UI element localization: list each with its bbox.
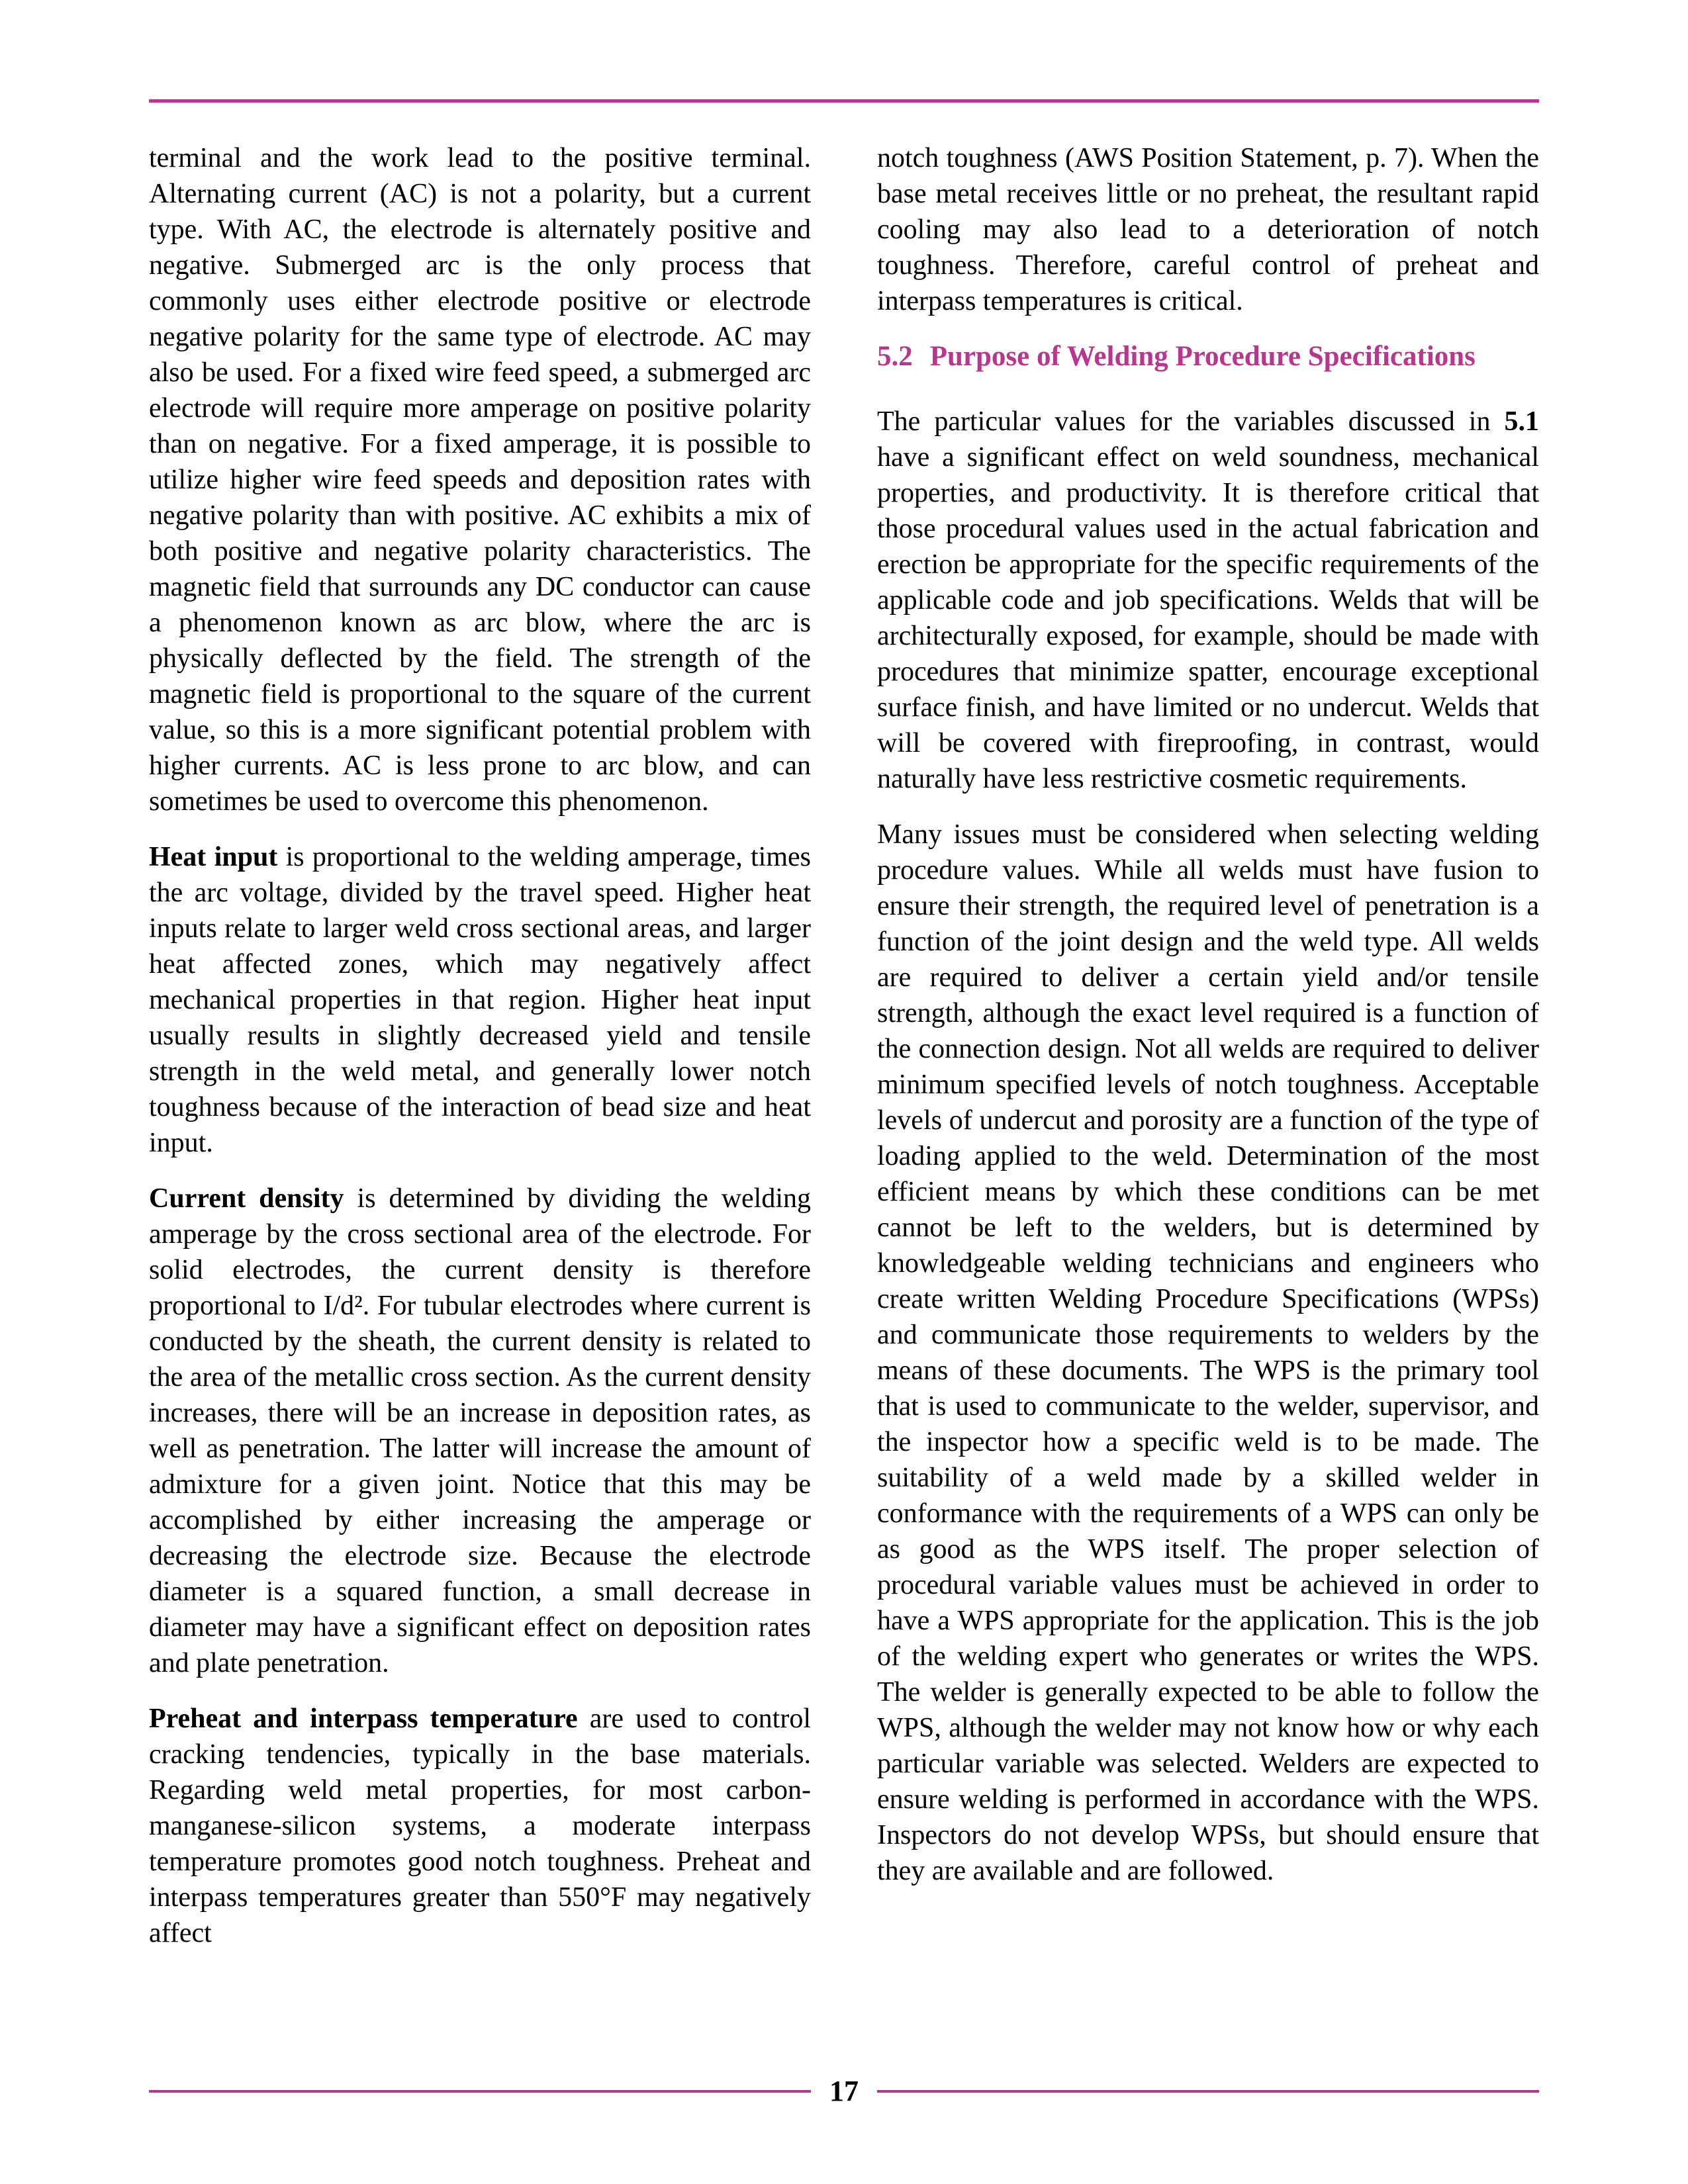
left-column bbox=[149, 140, 811, 1951]
paragraph-text: is proportional to the welding amperage, times the arc voltage, divided by the travel speed. Higher heat inputs relate to larger weld cross sectional areas, and larger heat affected zones, which may negatively affect mechanical properties in that region. Higher heat input usually results in slightly decreased yield and tensile strength in the weld metal, and generally lower notch toughness because of the interaction of bead size and heat input. bbox=[149, 842, 812, 1158]
page-footer bbox=[149, 2077, 1539, 2106]
top-horizontal-rule bbox=[149, 99, 1539, 103]
page-number: 17 bbox=[829, 2075, 859, 2107]
section-title: Purpose of Welding Procedure Specifications bbox=[929, 341, 1476, 372]
right-column bbox=[877, 140, 1539, 1951]
paragraph-lead-bold: Preheat and interpass temperature bbox=[149, 1704, 578, 1734]
two-column-text-body bbox=[149, 140, 1539, 1951]
paragraph-text: notch toughness (AWS Position Statement, p. 7). When the base metal receives little or no preheat, the resultant rapid cooling may also lead to a deterioration of notch toughness. Therefore, careful control of preheat and interpass temperatures is critical. bbox=[877, 143, 1539, 316]
paragraph-text: terminal and the work lead to the positive terminal. Alternating current (AC) is not a polarity, but a current type. With AC, the electrode is alternately positive and negative. Submerged arc is the only process that commonly uses either electrode positive or electrode negative polarity for the same type of electrode. AC may also be used. For a fixed wire feed speed, a submerged arc electrode will require more amperage on positive polarity than on negative. For a fixed amperage, it is possible to utilize higher wire feed speeds and deposition rates with negative polarity than with positive. AC exhibits a mix of both positive and negative polarity characteristics. The magnetic field that surrounds any DC conductor can cause a phenomenon known as arc blow, where the arc is physically deflected by the field. The strength of the magnetic field is proportional to the square of the current value, so this is a more significant potential problem with higher currents. AC is less prone to arc blow, and can sometimes be used to overcome this phenomenon. bbox=[149, 143, 811, 817]
paragraph-text: is determined by dividing the welding amperage by the cross sectional area of the electrode. For solid electrodes, the current density is therefore proportional to I/d². For tubular electrodes where current is conducted by the sheath, the current density is related to the area of the metallic cross section. As the current density increases, there will be an increase in deposition rates, as well as penetration. The latter will increase the amount of admixture for a given joint. Notice that this may be accomplished by either increasing the amperage or decreasing the electrode size. Because the electrode diameter is a squared function, a small decrease in diameter may have a significant effect on deposition rates and plate penetration. bbox=[149, 1183, 811, 1678]
paragraph-text: have a significant effect on weld soundness, mechanical properties, and productivity. It is therefore critical that those procedural values used in the actual fabrication and erection be appropriate for the specific requirements of the applicable code and job specifications. Welds that will be architecturally exposed, for example, should be made with procedures that minimize spatter, encourage exceptional surface finish, and have limited or no undercut. Welds that will be covered with fireproofing, in contrast, would naturally have less restrictive cosmetic requirements. bbox=[877, 442, 1539, 794]
paragraph-notch-toughness bbox=[877, 140, 1539, 319]
paragraph-particular-values bbox=[877, 404, 1539, 797]
section-number: 5.2 bbox=[877, 341, 913, 372]
paragraph-current-density bbox=[149, 1181, 811, 1681]
paragraph-text: Many issues must be considered when selecting welding procedure values. While all welds must have fusion to ensure their strength, the required level of penetration is a function of the joint design and the weld type. All welds are required to deliver a certain yield and/or tensile strength, although the exact level required is a function of the connection design. Not all welds are required to deliver minimum specified levels of notch toughness. Acceptable levels of undercut and porosity are a function of the type of loading applied to the weld. Determination of the most efficient means by which these conditions can be met cannot be left to the welders, but is determined by knowledgeable welding technicians and engineers who create written Welding Procedure Specifications (WPSs) and communicate those requirements to welders by the means of these documents. The WPS is the primary tool that is used to communicate to the welder, supervisor, and the inspector how a specific weld is to be made. The suitability of a weld made by a skilled welder in conformance with the requirements of a WPS can only be as good as the WPS itself. The proper selection of procedural variable values must be achieved in order to have a WPS appropriate for the application. This is the job of the welding expert who generates or writes the WPS. The welder is generally expected to be able to follow the WPS, although the welder may not know how or why each particular variable was selected. Welders are expected to ensure welding is performed in accordance with the WPS. Inspectors do not develop WPSs, but should ensure that they are available and are followed. bbox=[877, 819, 1539, 1886]
paragraph-text: are used to control cracking tendencies, typically in the base materials. Regarding weld metal properties, for most carbon-manganese-silicon systems, a moderate interpass temperature promotes good notch toughness. Preheat and interpass temperatures greater than 550°F may negatively affect bbox=[149, 1704, 812, 1948]
paragraph-preheat-interpass bbox=[149, 1701, 811, 1951]
paragraph-many-issues bbox=[877, 817, 1539, 1889]
footer-rule-left bbox=[149, 2090, 811, 2093]
footer-rule-right bbox=[877, 2090, 1539, 2093]
paragraph-heat-input bbox=[149, 839, 811, 1161]
inline-bold-reference: 5.1 bbox=[1504, 406, 1539, 437]
paragraph-polarity bbox=[149, 140, 811, 819]
paragraph-lead-bold: Heat input bbox=[149, 842, 278, 872]
paragraph-text: The particular values for the variables discussed in bbox=[877, 406, 1505, 437]
paragraph-lead-bold: Current density bbox=[149, 1183, 344, 1214]
section-heading-5-2 bbox=[877, 339, 1539, 375]
